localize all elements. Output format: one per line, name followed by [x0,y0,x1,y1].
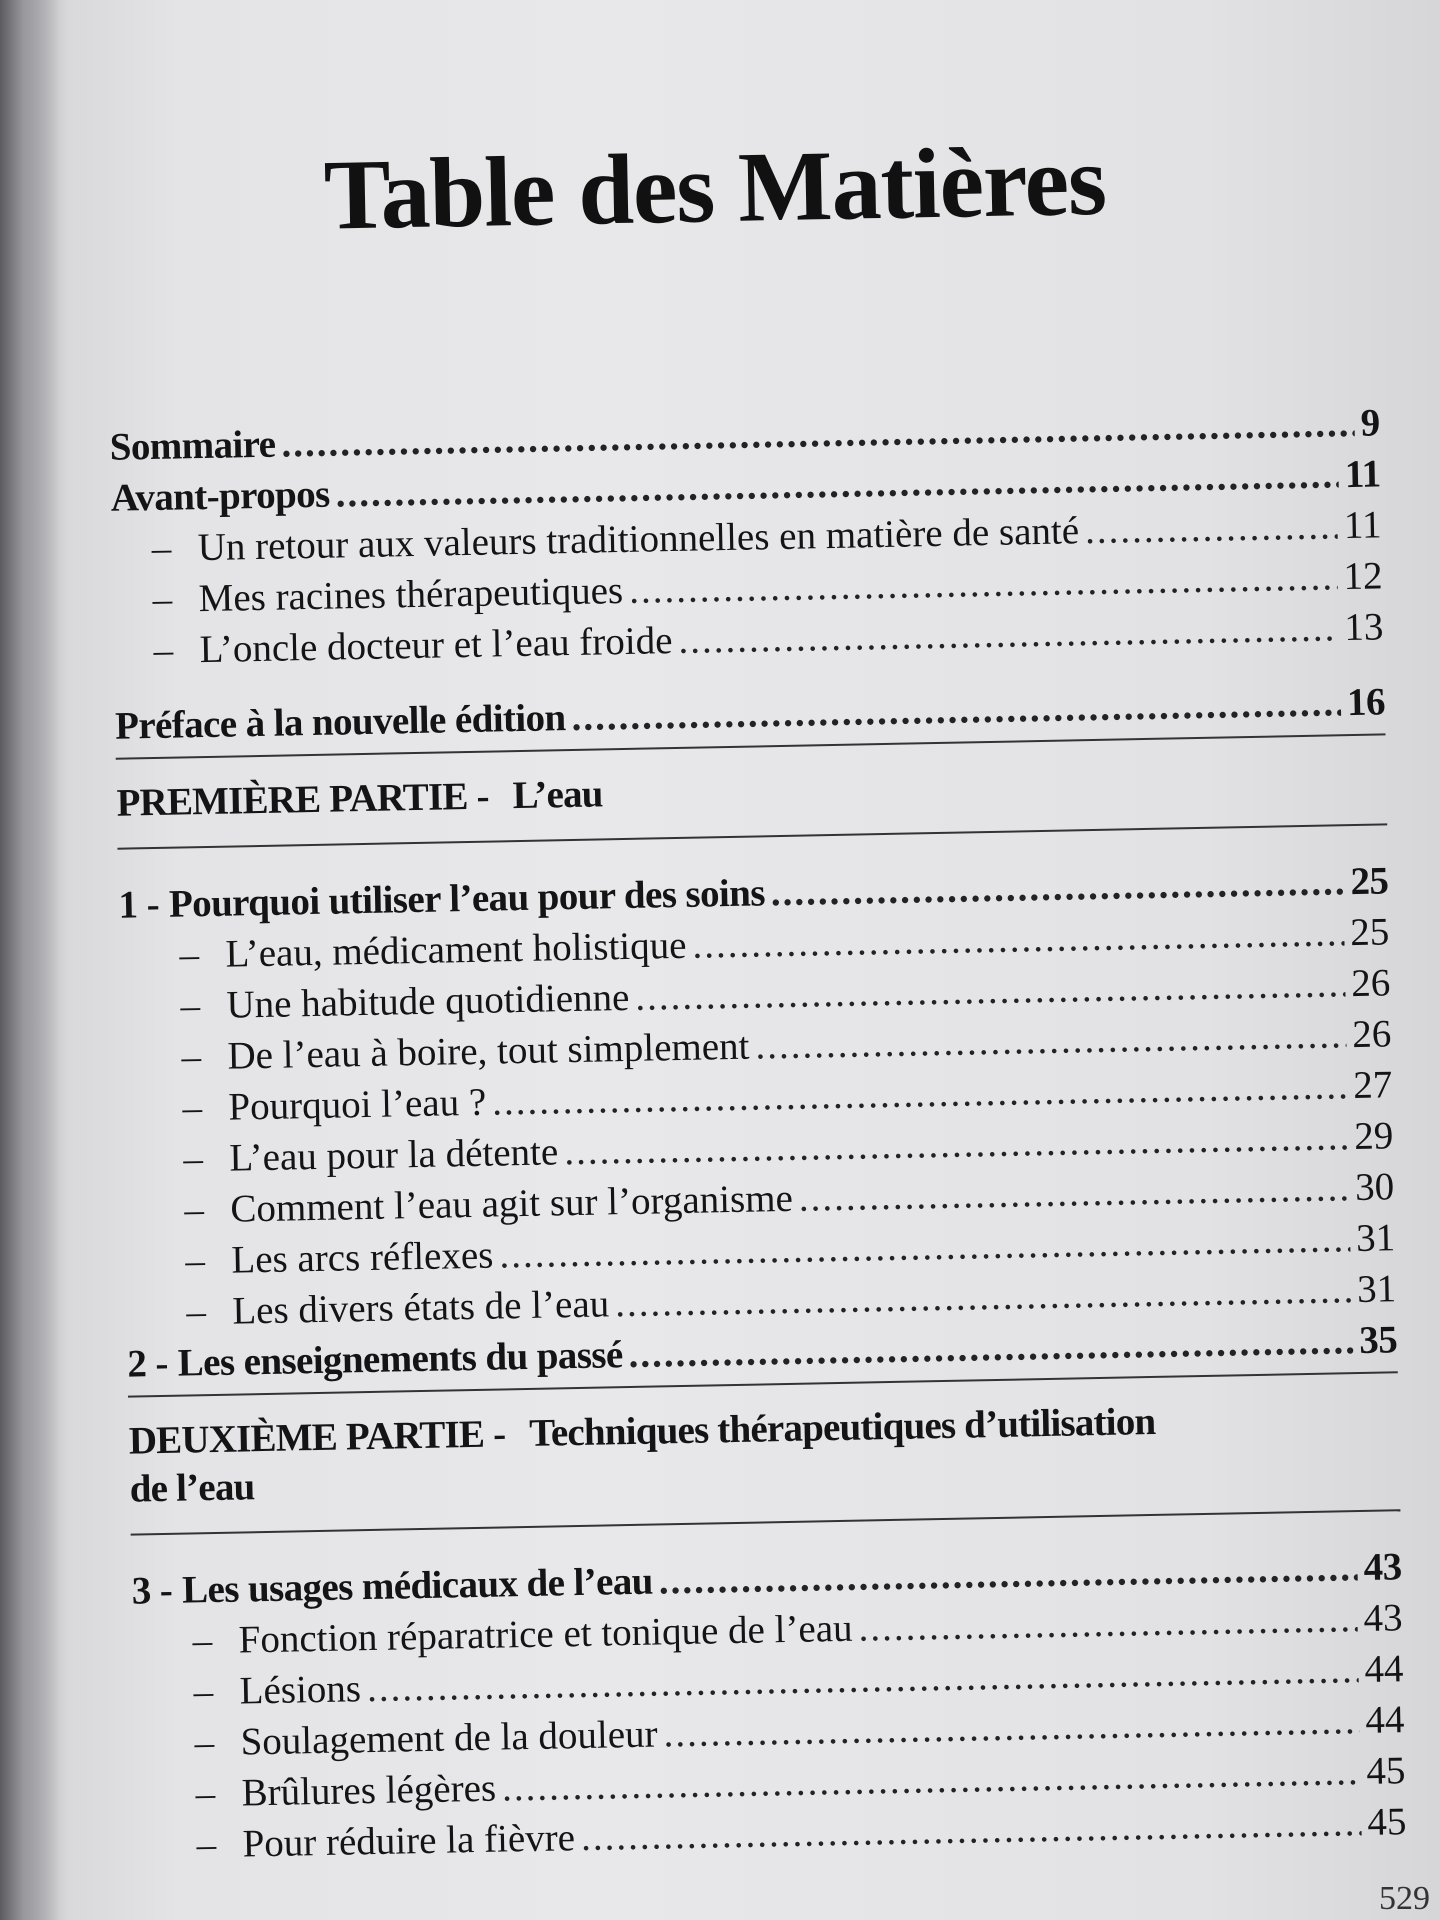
toc-entry-label: – Les divers états de l’eau [185,1282,610,1334]
toc-page-number: 35 [1358,1318,1398,1362]
toc-page-number: 30 [1354,1165,1395,1210]
toc-entry-label: – Pourquoi l’eau ? [182,1080,487,1130]
toc-page-number: 12 [1343,554,1383,599]
toc-page-number: 26 [1351,1012,1392,1057]
part-label: PREMIÈRE PARTIE - [116,774,490,825]
toc-entry-label: – Les arcs réflexes [184,1233,494,1283]
book-spine-shadow [0,0,60,1920]
toc-entry-label: – Pour réduire la fièvre [196,1816,576,1867]
toc-page-number: 26 [1350,961,1391,1006]
part-subtitle: L’eau [512,772,603,818]
toc-entry-label: Sommaire [109,422,276,469]
toc-entry-label: – L’eau pour la détente [183,1130,559,1181]
dot-leader [1085,500,1339,556]
part-heading-2 [128,1379,1400,1527]
toc-entry-label: – Brûlures légères [195,1766,497,1816]
toc-entry-label: – Un retour aux valeurs traditionnelles en matière de santé [151,509,1080,571]
toc-entry-label: Avant-propos [110,472,331,520]
toc-page-number: 44 [1365,1698,1405,1742]
toc-page-number: 9 [1360,401,1380,445]
part-subtitle-continued: de l’eau [129,1465,255,1511]
toc-page-number: 25 [1350,859,1389,904]
part-subtitle: Techniques thérapeutiques d’utilisation [528,1399,1156,1455]
toc-page-number: 43 [1363,1545,1402,1589]
part-label: DEUXIÈME PARTIE - [128,1412,506,1463]
toc-page-number: 43 [1363,1596,1403,1640]
page-number-fragment: 529 [1379,1880,1430,1917]
toc-page-number: 25 [1349,910,1390,955]
toc-page-number: 13 [1344,605,1384,650]
page-title: Table des Matières [322,124,1107,251]
toc-entry-label: – De l’eau à boire, tout simplement [181,1024,750,1079]
toc-entry-label: – L’eau, médicament holistique [179,923,687,977]
toc-entry-label: – Fonction réparatrice et tonique de l’eau [192,1606,853,1663]
toc-page-number: 44 [1364,1647,1404,1691]
toc-entry-label: – L’oncle docteur et l’eau froide [153,619,673,673]
toc-entry-label: – Soulagement de la douleur [194,1712,658,1765]
toc-entry-label: – Lésions [193,1667,362,1714]
toc-page-number: 16 [1346,680,1386,725]
table-of-contents [109,397,1407,1871]
toc-entry-label: – Mes racines thérapeutiques [152,568,624,622]
toc-entry-label: – Comment l’eau agit sur l’organisme [183,1176,794,1232]
toc-page-number: 11 [1344,452,1381,497]
toc-entry-label: Préface à la nouvelle édition [114,696,566,748]
toc-entry-label: – Une habitude quotidienne [180,975,630,1028]
toc-page-number: 45 [1366,1800,1407,1844]
page-content [52,28,1408,1920]
toc-entry-label: 2 - Les enseignements du passé [126,1333,623,1386]
toc-page-number: 31 [1355,1216,1396,1261]
toc-entry-label: 3 - Les usages médicaux de l’eau [131,1559,654,1613]
toc-page-number: 45 [1365,1749,1406,1793]
toc-page-number: 11 [1343,503,1382,548]
toc-entry-label: 1 - Pourquoi utiliser l’eau pour des soins [118,871,766,927]
toc-page-number: 31 [1356,1267,1397,1312]
toc-page-number: 27 [1352,1063,1393,1108]
toc-page-number: 29 [1353,1114,1394,1159]
